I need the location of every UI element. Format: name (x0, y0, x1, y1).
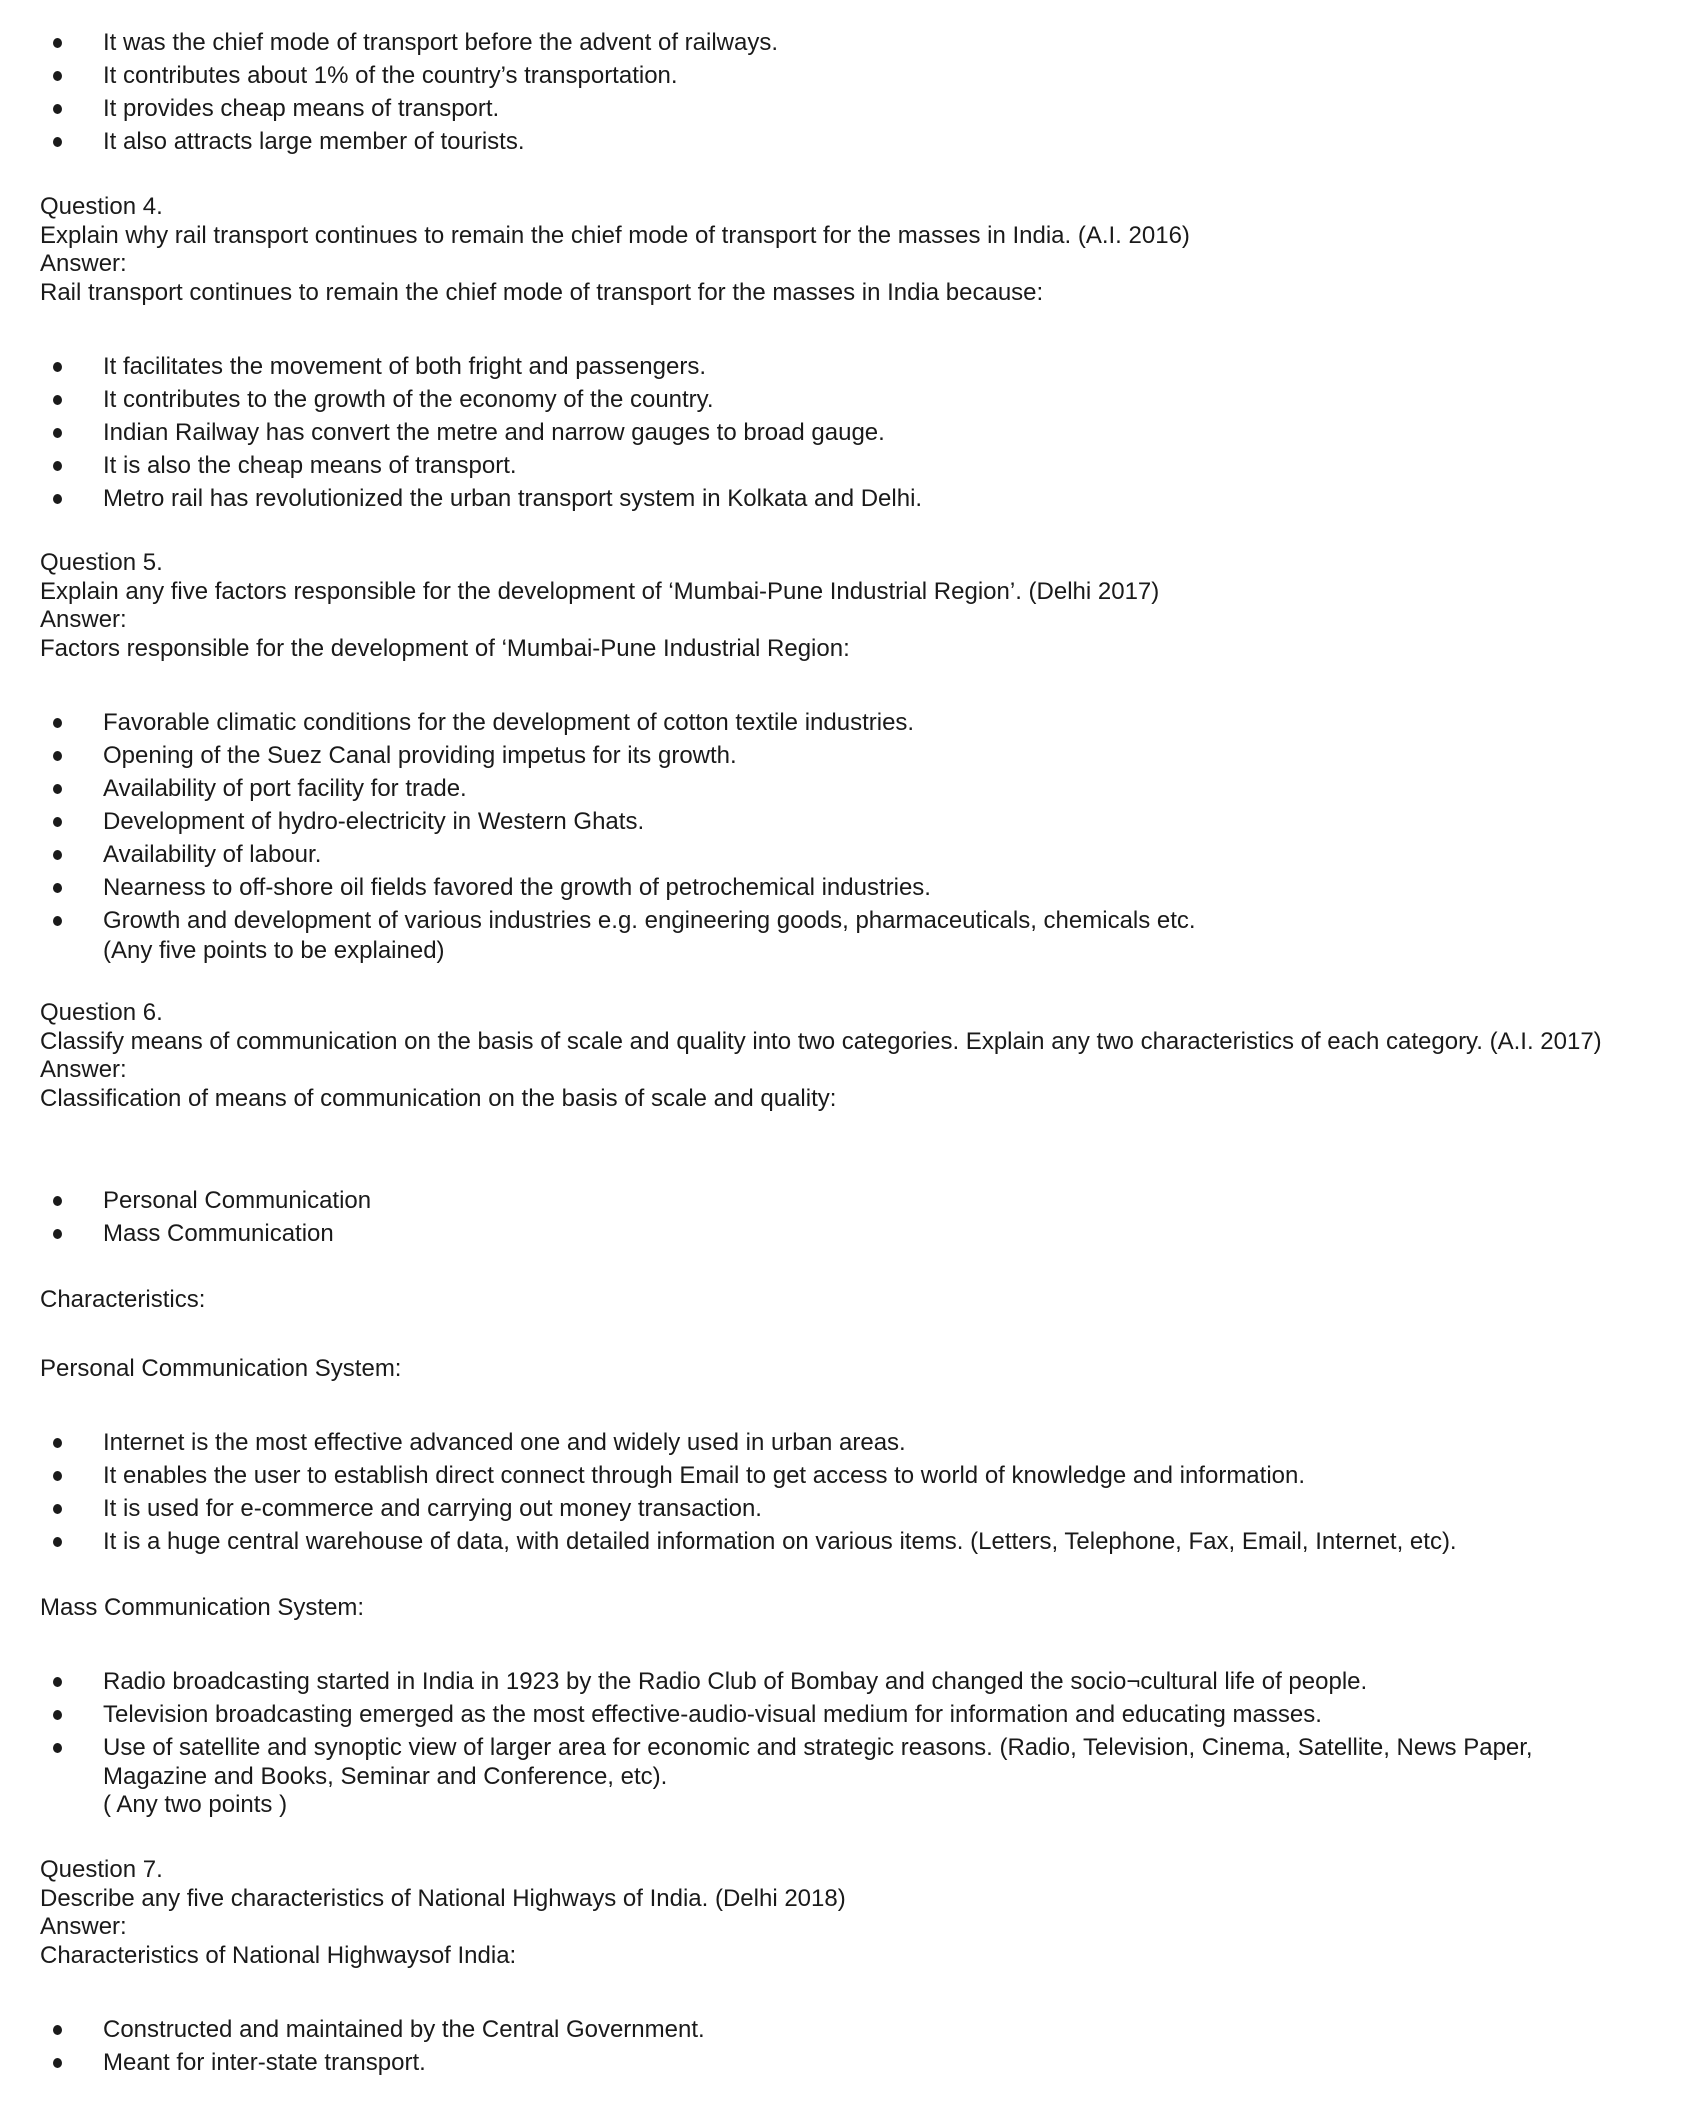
question-text: Explain why rail transport continues to remain the chief mode of transport for the masses in India. (A.I. 2016) (40, 221, 1190, 249)
list-item: It facilitates the movement of both fright and passengers. (0, 350, 1640, 383)
bullet-icon (53, 2058, 62, 2068)
answer-note: ( Any two points ) (103, 1791, 288, 1818)
bullet-icon (53, 883, 62, 893)
question-number: Question 7. (40, 1856, 163, 1883)
list-item: It provides cheap means of transport. (0, 92, 1640, 125)
list-item: Nearness to off-shore oil fields favored the growth of petrochemical industries. (0, 871, 1640, 904)
q4-bullet-list (0, 350, 1640, 515)
question-5-block (40, 549, 1620, 663)
question-number: Question 6. (40, 999, 163, 1026)
list-item: It contributes to the growth of the economy of the country. (0, 383, 1640, 416)
list-item: It is also the cheap means of transport. (0, 449, 1640, 482)
bullet-icon (53, 817, 62, 827)
answer-intro: Factors responsible for the development of ‘Mumbai-Pune Industrial Region: (40, 634, 850, 662)
list-item: It is a huge central warehouse of data, with detailed information on various items. (Letters, Telephone, Fax, Email, Internet, etc). (0, 1525, 1640, 1558)
list-item: Development of hydro-electricity in Western Ghats. (0, 805, 1640, 838)
list-item: Constructed and maintained by the Central Government. (0, 2013, 1640, 2046)
question-4-block (40, 193, 1620, 307)
list-item: Opening of the Suez Canal providing impetus for its growth. (0, 739, 1640, 772)
answer-intro: Characteristics of National Highwaysof India: (40, 1941, 517, 1969)
mass-communication-heading: Mass Communication System: (40, 1594, 365, 1621)
answer-intro: Rail transport continues to remain the chief mode of transport for the masses in India because: (40, 278, 1044, 306)
bullet-icon (53, 2025, 62, 2035)
answer-label: Answer: (40, 606, 127, 633)
bullet-icon (53, 1438, 62, 1448)
list-item: Metro rail has revolutionized the urban transport system in Kolkata and Delhi. (0, 482, 1640, 515)
bullet-icon (53, 916, 62, 926)
question-text: Describe any five characteristics of National Highways of India. (Delhi 2018) (40, 1884, 846, 1912)
list-item: Availability of labour. (0, 838, 1640, 871)
bullet-icon (53, 1196, 62, 1206)
list-item: Television broadcasting emerged as the most effective-audio-visual medium for information and educating masses. (0, 1698, 1640, 1731)
list-item: It is used for e-commerce and carrying out money transaction. (0, 1492, 1640, 1525)
bullet-icon (53, 1743, 62, 1753)
bullet-icon (53, 718, 62, 728)
list-item: Internet is the most effective advanced one and widely used in urban areas. (0, 1426, 1640, 1459)
answer-label: Answer: (40, 250, 127, 277)
question-number: Question 5. (40, 549, 163, 576)
answer-intro: Classification of means of communication on the basis of scale and quality: (40, 1084, 837, 1112)
top-bullet-list (0, 26, 1640, 158)
bullet-icon (53, 395, 62, 405)
bullet-icon (53, 784, 62, 794)
personal-communication-heading: Personal Communication System: (40, 1355, 402, 1382)
list-item: It contributes about 1% of the country’s transportation. (0, 59, 1640, 92)
answer-label: Answer: (40, 1913, 127, 1940)
bullet-icon (53, 1471, 62, 1481)
question-6-block (40, 999, 1620, 1113)
bullet-icon (53, 71, 62, 81)
bullet-icon (53, 104, 62, 114)
bullet-icon (53, 137, 62, 147)
list-item: Favorable climatic conditions for the development of cotton textile industries. (0, 706, 1640, 739)
question-7-block (40, 1856, 1620, 1970)
bullet-icon (53, 1710, 62, 1720)
q7-bullet-list (0, 2013, 1640, 2079)
question-text: Classify means of communication on the basis of scale and quality into two categories. Explain any two characteristics of each category. (A.I. 2017) (40, 1027, 1602, 1055)
bullet-icon (53, 494, 62, 504)
list-item: Radio broadcasting started in India in 1923 by the Radio Club of Bombay and changed the socio¬cultural life of people. (0, 1665, 1640, 1698)
list-item: Indian Railway has convert the metre and narrow gauges to broad gauge. (0, 416, 1640, 449)
bullet-icon (53, 1537, 62, 1547)
bullet-icon (53, 1229, 62, 1239)
mass-communication-list (0, 1665, 1640, 1820)
bullet-icon (53, 461, 62, 471)
list-item: Use of satellite and synoptic view of larger area for economic and strategic reasons. (Radio, Television, Cinema, Satellite, News Paper, Magazine and Books, Seminar and Conference, etc). ( Any two points ) (0, 1731, 1640, 1820)
question-text: Explain any five factors responsible for the development of ‘Mumbai-Pune Industrial Region’. (Delhi 2017) (40, 577, 1160, 605)
list-item: Growth and development of various industries e.g. engineering goods, pharmaceuticals, chemicals etc. (Any five points to be explained) (0, 904, 1640, 966)
bullet-icon (53, 751, 62, 761)
q6-category-list (0, 1184, 1640, 1250)
bullet-icon (53, 1677, 62, 1687)
bullet-icon (53, 1504, 62, 1514)
list-item: Personal Communication (0, 1184, 1640, 1217)
list-item: Mass Communication (0, 1217, 1640, 1250)
bullet-icon (53, 362, 62, 372)
personal-communication-list (0, 1426, 1640, 1558)
q5-bullet-list (0, 706, 1640, 966)
list-item: It was the chief mode of transport before the advent of railways. (0, 26, 1640, 59)
question-number: Question 4. (40, 193, 163, 220)
bullet-icon (53, 38, 62, 48)
answer-label: Answer: (40, 1056, 127, 1083)
bullet-icon (53, 850, 62, 860)
list-item: It enables the user to establish direct connect through Email to get access to world of knowledge and information. (0, 1459, 1640, 1492)
characteristics-label: Characteristics: (40, 1286, 206, 1313)
bullet-icon (53, 428, 62, 438)
answer-note: (Any five points to be explained) (103, 937, 445, 964)
list-item: Meant for inter-state transport. (0, 2046, 1640, 2079)
list-item: Availability of port facility for trade. (0, 772, 1640, 805)
list-item: It also attracts large member of tourists. (0, 125, 1640, 158)
